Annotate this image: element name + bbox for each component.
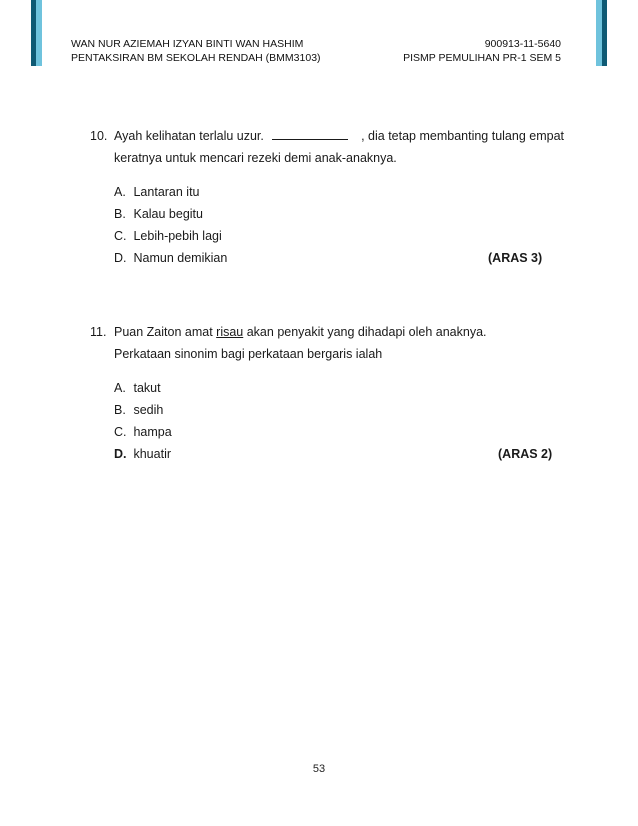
option-letter: A. (114, 185, 126, 199)
option-c (90, 225, 564, 247)
header-ic-number: 900913-11-5640 (484, 38, 561, 50)
question-10-line-1 (90, 125, 564, 147)
question-text-part1: Ayah kelihatan terlalu uzur. (114, 129, 264, 143)
option-letter: D. (114, 251, 127, 265)
option-text: Kalau begitu (133, 207, 203, 221)
option-b (90, 399, 564, 421)
question-10 (90, 125, 564, 269)
option-letter: D. (114, 447, 127, 461)
question-number: 10. (90, 129, 108, 143)
header-program: PISMP PEMULIHAN PR-1 SEM 5 (403, 52, 561, 64)
difficulty-level: (ARAS 3) (488, 251, 543, 265)
question-text-part1: Puan Zaiton amat (114, 325, 213, 339)
option-d (90, 443, 564, 465)
option-text: Lebih-pebih lagi (133, 229, 222, 243)
underlined-word: risau (216, 325, 244, 339)
question-11-line-2: Perkataan sinonim bagi perkataan bergaris ialah (114, 347, 383, 361)
option-text: Namun demikian (133, 251, 228, 265)
option-letter: C. (114, 229, 127, 243)
header-author-name: WAN NUR AZIEMAH IZYAN BINTI WAN HASHIM (71, 38, 304, 50)
question-11 (90, 321, 564, 465)
option-letter: B. (114, 403, 126, 417)
answer-blank (272, 126, 348, 140)
option-text: khuatir (133, 447, 172, 461)
option-letter: B. (114, 207, 126, 221)
question-11-options (90, 377, 564, 465)
question-11-line-1 (90, 321, 564, 343)
option-b (90, 203, 564, 225)
header-right-bar-dark (602, 0, 607, 66)
question-text-part2: akan penyakit yang dihadapi oleh anaknya. (246, 325, 487, 339)
page-number: 53 (312, 763, 326, 775)
header-course: PENTAKSIRAN BM SEKOLAH RENDAH (BMM3103) (71, 52, 321, 64)
option-text: sedih (133, 403, 164, 417)
question-number: 11. (90, 325, 107, 339)
option-letter: C. (114, 425, 127, 439)
option-letter: A. (114, 381, 126, 395)
option-a (90, 377, 564, 399)
question-text-part2: , dia tetap membanting tulang empat (361, 129, 564, 143)
option-c (90, 421, 564, 443)
option-text: Lantaran itu (133, 185, 200, 199)
option-d (90, 247, 564, 269)
option-text: hampa (133, 425, 172, 439)
difficulty-level: (ARAS 2) (498, 447, 553, 461)
question-10-options (90, 181, 564, 269)
header-left-bar-light (36, 0, 42, 66)
option-a (90, 181, 564, 203)
question-10-line-2: keratnya untuk mencari rezeki demi anak-anaknya. (114, 151, 397, 165)
option-text: takut (133, 381, 161, 395)
